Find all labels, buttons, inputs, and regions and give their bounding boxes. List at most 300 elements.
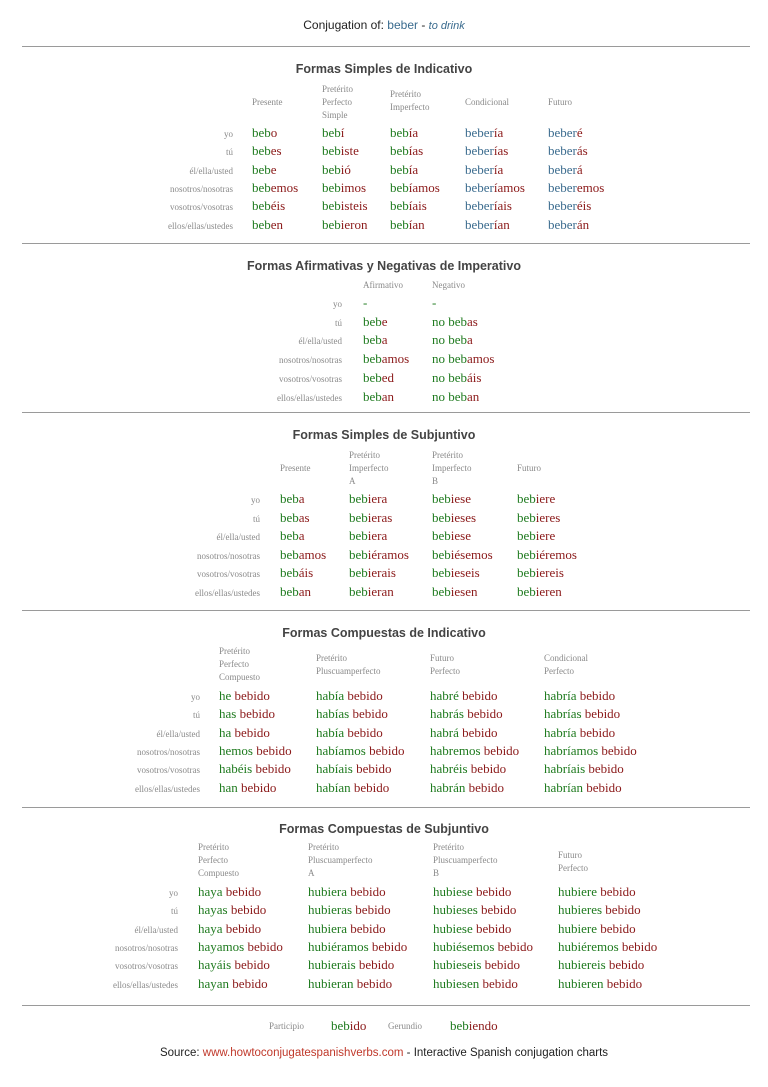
conjugation-stem: beb (517, 565, 536, 580)
pronoun-label: ellos/ellas/ustedes (113, 979, 178, 990)
conjugation-cell (433, 902, 516, 918)
conjugation-cell (316, 743, 404, 759)
conjugation-stem: beb (390, 198, 409, 214)
conjugation-ending: bebido (598, 742, 637, 758)
conjugation-ending: es (270, 143, 282, 159)
conjugation-ending: iese (450, 491, 471, 506)
gerundio-value (450, 1018, 498, 1034)
column-header: Pretérito (432, 450, 463, 460)
conjugation-cell (219, 706, 275, 722)
indicativo-title: Formas Simples de Indicativo (295, 62, 473, 76)
conjugation-stem: beb (390, 161, 409, 177)
header-verb: beber (387, 18, 418, 32)
conjugation-ending: bebido (252, 761, 291, 777)
conjugation-stem: hubiéremos (558, 938, 619, 954)
conjugation-cell (465, 162, 503, 178)
conjugation-ending: bebido (346, 920, 386, 936)
conjugation-stem: habría (544, 724, 577, 740)
conjugation-cell (219, 761, 291, 777)
conjugation-cell (548, 180, 604, 196)
conjugation-cell (390, 198, 427, 214)
conjugation-cell (433, 884, 511, 900)
conjugation-cell (316, 761, 391, 777)
conjugation-ending: a (298, 528, 305, 543)
conjugation-ending: bebido (352, 902, 391, 918)
conjugation-ending: íais (493, 198, 512, 214)
conjugation-stem: habríais (544, 761, 586, 777)
column-header: Imperfecto (349, 463, 389, 473)
footer-suffix: - Interactive Spanish conjugation charts (403, 1047, 609, 1059)
conjugation-cell (280, 491, 305, 507)
conjugation-cell (548, 162, 583, 178)
conjugation-cell (558, 884, 636, 900)
pronoun-label: nosotros/nosotras (170, 183, 233, 194)
conjugation-ending: bebido (602, 902, 641, 918)
conjugation-cell (280, 584, 311, 600)
conjugation-cell (558, 976, 642, 992)
gerundio-ending: iendo (468, 1018, 498, 1033)
column-header: Perfecto (198, 855, 228, 865)
conjugation-ending: imos (340, 179, 367, 195)
conjugation-ending: bebido (467, 761, 507, 777)
conjugation-ending: bebido (603, 975, 643, 991)
conjugation-cell (390, 162, 418, 178)
conjugation-ending: bebido (596, 920, 636, 936)
conjugation-cell (433, 939, 533, 955)
conjugation-stem: beber (465, 125, 494, 140)
column-header: Pretérito (308, 842, 339, 852)
conjugation-cell (432, 510, 476, 526)
column-header: Presente (280, 463, 311, 473)
pronoun-label: tú (334, 317, 342, 328)
conjugation-ending: bebido (477, 902, 517, 918)
conjugation-stem: hubieses (433, 902, 478, 918)
divider (22, 243, 750, 244)
pronoun-label: yo (169, 888, 178, 898)
conjugation-stem: beb (252, 143, 271, 159)
conjugation-ending: á (576, 161, 583, 177)
conjugation-cell (465, 125, 503, 141)
conjugation-cell (198, 884, 261, 900)
conjugation-cell (432, 351, 494, 367)
conjugation-stem: hubiere (558, 920, 597, 936)
participio-label: Participio (269, 1021, 304, 1031)
conjugation-stem: beb (252, 161, 271, 177)
conjugation-stem: hubiera (308, 920, 347, 936)
conjugation-ending: bebido (244, 938, 283, 954)
column-header: B (433, 868, 440, 878)
conjugation-ending: bebido (581, 706, 621, 722)
conjugation-ending: iese (450, 528, 471, 543)
conjugation-stem: hubiéramos (308, 938, 369, 954)
conjugation-stem: habían (316, 779, 351, 795)
conjugation-cell (252, 125, 277, 141)
divider (22, 807, 750, 808)
conjugation-ending: bebido (458, 688, 498, 703)
subjuntivo-title: Formas Simples de Subjuntivo (292, 428, 476, 442)
conjugation-cell (517, 491, 555, 507)
conjugation-cell (465, 198, 512, 214)
column-header: Imperfecto (390, 102, 430, 112)
conjugation-stem: hubierais (308, 957, 356, 973)
conjugation-ending: as (298, 509, 310, 525)
pronoun-label: vosotros/vosotras (170, 202, 233, 213)
conjugation-ending: ía (493, 161, 504, 177)
conjugation-ending: bebido (344, 724, 383, 740)
conjugation-stem: beb (390, 179, 409, 195)
conjugation-ending: en (270, 216, 284, 232)
conjugation-cell (252, 143, 282, 159)
conjugation-cell (252, 198, 285, 214)
conjugation-ending: as (467, 313, 478, 329)
conjugation-ending: bebido (236, 706, 275, 722)
conjugation-cell (252, 162, 277, 178)
conjugation-stem: hubieres (558, 902, 603, 918)
conjugation-stem: hubieras (308, 902, 353, 918)
column-header: Compuesto (219, 672, 261, 682)
conjugation-cell (430, 743, 519, 759)
conjugation-cell (432, 528, 471, 544)
conjugation-cell (322, 125, 344, 141)
conjugation-cell (349, 565, 396, 581)
page-header (0, 18, 768, 32)
conjugation-ending: iere (535, 528, 556, 543)
conjugation-ending: iera (367, 491, 388, 506)
conjugation-stem: beb (280, 583, 299, 599)
conjugation-ending: bebido (252, 742, 292, 758)
conjugation-stem: habrás (430, 706, 464, 722)
conjugation-ending: emos (270, 179, 299, 195)
conjugation-cell (548, 125, 583, 141)
conjugation-cell (198, 957, 270, 973)
pronoun-label: tú (252, 513, 260, 524)
column-header: Pluscuamperfecto (316, 666, 381, 676)
conjugation-stem: no beb (432, 351, 468, 367)
conjugation-stem: - (432, 295, 437, 310)
conjugation-ending: éis (576, 198, 592, 214)
conjugation-stem: beb (252, 125, 271, 140)
header-meaning: to drink (428, 20, 465, 32)
conjugation-ending: iesen (450, 583, 478, 599)
conjugation-ending: iera (367, 528, 388, 543)
conjugation-cell (390, 217, 425, 233)
conjugation-cell (198, 921, 261, 937)
conjugation-cell (430, 688, 498, 704)
pronoun-label: ellos/ellas/ustedes (135, 783, 200, 794)
conjugation-stem: beber (465, 161, 494, 177)
conjugation-ending: e (270, 161, 277, 177)
conjugation-ending: bebido (365, 742, 405, 758)
conjugation-ending: isteis (340, 198, 368, 214)
header-prefix: Conjugation of: (303, 18, 388, 32)
conjugation-cell (280, 565, 313, 581)
gerundio-label: Gerundio (388, 1021, 422, 1031)
conjugation-stem: hubiesen (433, 975, 480, 991)
imperativo-title: Formas Afirmativas y Negativas de Imperativo (247, 259, 521, 273)
conjugation-ending: iésemos (450, 546, 493, 562)
conjugation-cell (432, 584, 478, 600)
conjugation-stem: beb (280, 528, 299, 543)
conjugation-ending: ías (493, 143, 509, 159)
conjugation-cell (322, 180, 366, 196)
conjugation-stem: hayamos (198, 938, 245, 954)
conjugation-ending: ieron (340, 216, 368, 232)
conjugation-ending: bebido (576, 724, 616, 740)
conjugation-stem: no beb (432, 388, 468, 404)
conjugation-cell (363, 370, 394, 386)
conjugation-ending: ían (493, 216, 510, 232)
pronoun-label: él/ella/usted (156, 728, 200, 739)
conjugation-stem: beb (349, 546, 368, 562)
conjugation-stem: beb (432, 583, 451, 599)
participio-stem: beb (331, 1018, 350, 1033)
conjugation-ending: bebido (596, 884, 636, 899)
conjugation-cell (558, 939, 657, 955)
pronoun-label: nosotros/nosotras (197, 550, 260, 561)
conjugation-cell (349, 528, 387, 544)
conjugation-stem: beb (322, 125, 341, 140)
column-header: Negativo (432, 280, 465, 290)
conjugation-cell (349, 584, 394, 600)
column-header: Imperfecto (432, 463, 472, 473)
conjugation-stem: beb (349, 528, 368, 543)
conjugation-stem: habéis (219, 761, 253, 777)
conjugation-ending: iéremos (535, 546, 577, 562)
conjugation-stem: beb (517, 509, 536, 525)
conjugation-stem: beb (252, 216, 271, 232)
conjugation-ending: íamos (493, 179, 525, 195)
column-header: Simple (322, 110, 348, 120)
conjugation-cell (430, 706, 503, 722)
conjugation-stem: había (316, 688, 345, 703)
conjugation-cell (433, 921, 511, 937)
gerundio-stem: beb (450, 1018, 469, 1033)
conjugation-cell (308, 884, 386, 900)
conjugation-cell (308, 957, 394, 973)
pronoun-label: vosotros/vosotras (197, 569, 260, 579)
conjugation-ending: bebido (605, 957, 645, 973)
divider (22, 1005, 750, 1006)
footer-link[interactable]: www.howtoconjugatespanishverbs.com (202, 1047, 404, 1059)
conjugation-ending: bebido (346, 884, 386, 899)
column-header: Pretérito (316, 653, 347, 663)
conjugation-cell (322, 198, 368, 214)
conjugation-stem: beber (548, 161, 577, 177)
conjugation-cell (308, 921, 386, 937)
conjugation-stem: habríamos (544, 742, 599, 758)
conjugation-cell (544, 725, 615, 741)
conjugation-stem: habíais (316, 761, 353, 777)
conjugation-stem: habrían (544, 779, 583, 795)
conjugation-ending: iere (535, 491, 556, 506)
conjugation-stem: beb (432, 509, 451, 525)
participio-ending: ido (349, 1018, 367, 1033)
conjugation-stem: beb (390, 216, 409, 232)
footer-prefix: Source: (159, 1047, 203, 1059)
conjugation-stem: he (219, 688, 232, 703)
participio-value (331, 1018, 366, 1034)
conjugation-stem: haya (198, 920, 223, 936)
column-header: Pluscuamperfecto (308, 855, 373, 865)
column-header: Futuro (517, 463, 542, 473)
column-header: Pretérito (390, 89, 421, 99)
conjugation-cell (430, 725, 498, 741)
conjugation-stem: había (316, 724, 345, 740)
conjugation-cell (198, 902, 266, 918)
pronoun-label: él/ella/usted (134, 924, 178, 935)
conjugation-ending: amos (381, 351, 410, 367)
pronoun-label: yo (251, 495, 260, 505)
conjugation-cell (544, 761, 624, 777)
conjugation-stem: beb (280, 509, 299, 525)
conjugation-ending: bebido (352, 761, 392, 777)
conjugation-stem: beb (517, 546, 536, 562)
conjugation-cell (465, 180, 525, 196)
conjugation-ending: ieras (367, 509, 393, 525)
conjugation-stem: beb (280, 546, 299, 562)
conjugation-cell (198, 976, 268, 992)
column-header: B (432, 476, 439, 486)
conjugation-stem: beb (363, 369, 382, 385)
column-header: Pretérito (433, 842, 464, 852)
conjugation-ending: bebido (582, 779, 622, 795)
conjugation-ending: iéramos (367, 546, 409, 562)
conjugation-cell (390, 180, 440, 196)
conjugation-ending: bebido (368, 938, 408, 954)
conjugation-ending: bebido (618, 938, 658, 954)
column-header: Pretérito (322, 84, 353, 94)
conjugation-stem: beb (363, 332, 382, 348)
conjugation-ending: a (467, 332, 473, 348)
pronoun-label: él/ella/usted (216, 532, 260, 542)
conjugation-cell (517, 528, 555, 544)
conjugation-cell (308, 902, 391, 918)
conjugation-ending: emos (576, 179, 605, 195)
conjugation-stem: habrá (430, 724, 459, 740)
conjugation-ending: iste (340, 143, 359, 159)
conjugation-stem: hubiereis (558, 957, 606, 973)
conjugation-cell (280, 510, 310, 526)
conjugation-cell (432, 389, 479, 405)
conjugation-ending: an (467, 388, 480, 404)
conjugation-stem: beb (517, 528, 536, 543)
conjugation-ending: íais (408, 198, 427, 214)
conjugation-cell (544, 688, 615, 704)
column-header: Futuro (430, 653, 455, 663)
conjugation-ending: bebido (472, 920, 512, 936)
conjugation-stem: beb (322, 179, 341, 195)
column-header: Pretérito (349, 450, 380, 460)
conjugation-cell (544, 706, 620, 722)
column-header: Compuesto (198, 868, 240, 878)
pronoun-label: ellos/ellas/ustedes (277, 392, 342, 403)
conjugation-stem: beb (390, 125, 409, 140)
conjugation-ending: ed (381, 369, 395, 385)
conjugation-ending: bebido (229, 975, 268, 991)
column-header: Perfecto (430, 666, 460, 676)
conjugation-cell (432, 332, 473, 348)
conjugation-ending: íamos (408, 179, 440, 195)
conjugation-cell (219, 743, 292, 759)
conjugation-ending: bebido (576, 688, 616, 703)
column-header: Perfecto (322, 97, 352, 107)
column-header: Presente (252, 97, 283, 107)
pronoun-label: tú (192, 710, 200, 721)
conjugation-stem: beb (349, 565, 368, 580)
pronoun-label: tú (225, 147, 233, 158)
conjugation-stem: no beb (432, 369, 468, 385)
conjugation-ending: ía (408, 161, 419, 177)
conjugation-ending: bebido (458, 724, 498, 740)
conjugation-cell (548, 198, 591, 214)
pronoun-label: nosotros/nosotras (115, 942, 178, 953)
pronoun-label: él/ella/usted (298, 336, 342, 347)
conjugation-stem: habremos (430, 742, 481, 758)
conjugation-ending: bebido (585, 761, 624, 777)
conjugation-cell (430, 761, 506, 777)
pronoun-label: nosotros/nosotras (279, 355, 342, 366)
conjugation-stem: no beb (432, 313, 468, 329)
conjugation-ending: bebido (227, 902, 267, 918)
conjugation-stem: has (219, 706, 237, 722)
conjugation-cell (363, 332, 388, 348)
pronoun-label: tú (170, 906, 178, 917)
conjugation-cell (219, 725, 270, 741)
conjugation-stem: beb (322, 216, 341, 232)
conjugation-cell (544, 743, 637, 759)
conjugation-ending: bebido (472, 884, 512, 899)
conjugation-cell (308, 976, 392, 992)
column-header: Condicional (544, 653, 588, 663)
conjugation-cell (219, 780, 276, 796)
column-header: Pretérito (198, 842, 229, 852)
conjugation-stem: hubieran (308, 975, 354, 991)
conjugation-ending: iereis (535, 565, 564, 580)
conjugation-ending: e (381, 313, 388, 329)
conjugation-stem: habíamos (316, 742, 366, 758)
conjugation-stem: beb (349, 509, 368, 525)
conjugation-cell (252, 180, 298, 196)
conjugation-ending: ía (493, 125, 504, 140)
conjugation-ending: áis (298, 565, 314, 580)
divider (22, 46, 750, 47)
conjugation-ending: ió (340, 161, 351, 177)
conjugation-stem: beb (432, 528, 451, 543)
conjugation-stem: beb (363, 388, 382, 404)
conjugation-cell (558, 902, 641, 918)
conjugation-ending: áis (467, 369, 482, 385)
column-header: Futuro (558, 850, 583, 860)
conjugation-ending: a (381, 332, 388, 348)
conjugation-ending: bebido (222, 884, 262, 899)
conjugation-ending: ieses (450, 509, 477, 525)
conjugation-ending: bebido (463, 706, 503, 722)
column-header: Futuro (548, 97, 573, 107)
conjugation-cell (390, 143, 423, 159)
divider (22, 610, 750, 611)
conjugation-stem: hemos (219, 742, 253, 758)
pronoun-label: yo (191, 692, 200, 702)
conjugation-ending: bebido (465, 779, 505, 795)
conjugation-cell (316, 725, 383, 741)
conjugation-stem: hayan (198, 975, 230, 991)
conjugation-cell (219, 688, 270, 704)
conjugation-ending: a (298, 491, 305, 506)
conjugation-ending: bebido (350, 779, 390, 795)
conjugation-cell (363, 389, 394, 405)
conjugation-ending: bebido (231, 688, 270, 703)
conjugation-stem: beb (322, 161, 341, 177)
